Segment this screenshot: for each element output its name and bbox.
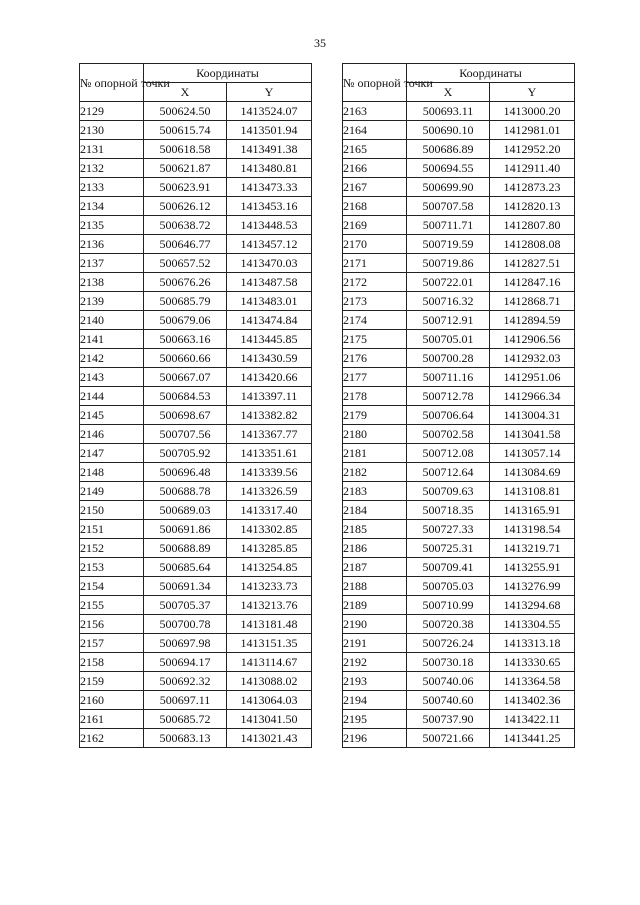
x-coordinate-cell: 500685.64 <box>144 558 227 577</box>
table-row <box>80 691 312 710</box>
y-coordinate-cell: 1413501.94 <box>227 121 312 140</box>
y-coordinate-cell: 1413285.85 <box>227 539 312 558</box>
table-row <box>343 273 575 292</box>
y-coordinate-cell: 1413064.03 <box>227 691 312 710</box>
point-number-cell: 2157 <box>80 634 144 653</box>
header-y: Y <box>490 83 575 102</box>
point-number-cell: 2180 <box>343 425 407 444</box>
x-coordinate-cell: 500626.12 <box>144 197 227 216</box>
x-coordinate-cell: 500718.35 <box>407 501 490 520</box>
x-coordinate-cell: 500624.50 <box>144 102 227 121</box>
table-row <box>343 387 575 406</box>
header-point-number: № опорной точки <box>80 64 144 102</box>
y-coordinate-cell: 1412911.40 <box>490 159 575 178</box>
table-row <box>80 577 312 596</box>
table-row <box>343 444 575 463</box>
table-body-right <box>343 102 575 748</box>
y-coordinate-cell: 1412873.23 <box>490 178 575 197</box>
header-x: X <box>144 83 227 102</box>
x-coordinate-cell: 500685.79 <box>144 292 227 311</box>
y-coordinate-cell: 1413364.58 <box>490 672 575 691</box>
x-coordinate-cell: 500691.34 <box>144 577 227 596</box>
table-row <box>80 159 312 178</box>
y-coordinate-cell: 1413448.53 <box>227 216 312 235</box>
table-row <box>343 368 575 387</box>
point-number-cell: 2131 <box>80 140 144 159</box>
y-coordinate-cell: 1413445.85 <box>227 330 312 349</box>
y-coordinate-cell: 1413326.59 <box>227 482 312 501</box>
point-number-cell: 2144 <box>80 387 144 406</box>
x-coordinate-cell: 500700.28 <box>407 349 490 368</box>
x-coordinate-cell: 500657.52 <box>144 254 227 273</box>
point-number-cell: 2185 <box>343 520 407 539</box>
x-coordinate-cell: 500660.66 <box>144 349 227 368</box>
point-number-cell: 2134 <box>80 197 144 216</box>
table-row <box>343 140 575 159</box>
y-coordinate-cell: 1413422.11 <box>490 710 575 729</box>
point-number-cell: 2158 <box>80 653 144 672</box>
point-number-cell: 2177 <box>343 368 407 387</box>
table-row <box>80 558 312 577</box>
y-coordinate-cell: 1413430.59 <box>227 349 312 368</box>
x-coordinate-cell: 500689.03 <box>144 501 227 520</box>
table-row <box>343 292 575 311</box>
table-row <box>80 520 312 539</box>
y-coordinate-cell: 1413453.16 <box>227 197 312 216</box>
table-row <box>343 482 575 501</box>
table-row <box>80 235 312 254</box>
table-row <box>343 330 575 349</box>
point-number-cell: 2129 <box>80 102 144 121</box>
y-coordinate-cell: 1413041.50 <box>227 710 312 729</box>
table-row <box>343 501 575 520</box>
x-coordinate-cell: 500697.98 <box>144 634 227 653</box>
header-coordinates: Координаты <box>407 64 575 83</box>
x-coordinate-cell: 500684.53 <box>144 387 227 406</box>
table-row <box>343 197 575 216</box>
x-coordinate-cell: 500722.01 <box>407 273 490 292</box>
y-coordinate-cell: 1413255.91 <box>490 558 575 577</box>
x-coordinate-cell: 500712.64 <box>407 463 490 482</box>
point-number-cell: 2188 <box>343 577 407 596</box>
table-row <box>80 634 312 653</box>
point-number-cell: 2168 <box>343 197 407 216</box>
x-coordinate-cell: 500700.78 <box>144 615 227 634</box>
x-coordinate-cell: 500688.78 <box>144 482 227 501</box>
x-coordinate-cell: 500685.72 <box>144 710 227 729</box>
x-coordinate-cell: 500725.31 <box>407 539 490 558</box>
x-coordinate-cell: 500705.92 <box>144 444 227 463</box>
table-row <box>80 197 312 216</box>
x-coordinate-cell: 500698.67 <box>144 406 227 425</box>
table-row <box>80 254 312 273</box>
x-coordinate-cell: 500740.06 <box>407 672 490 691</box>
table-row <box>343 159 575 178</box>
point-number-cell: 2191 <box>343 634 407 653</box>
y-coordinate-cell: 1412952.20 <box>490 140 575 159</box>
x-coordinate-cell: 500705.03 <box>407 577 490 596</box>
y-coordinate-cell: 1412847.16 <box>490 273 575 292</box>
table-row <box>80 102 312 121</box>
x-coordinate-cell: 500697.11 <box>144 691 227 710</box>
point-number-cell: 2170 <box>343 235 407 254</box>
y-coordinate-cell: 1412906.56 <box>490 330 575 349</box>
point-number-cell: 2165 <box>343 140 407 159</box>
point-number-cell: 2152 <box>80 539 144 558</box>
header-y: Y <box>227 83 312 102</box>
x-coordinate-cell: 500615.74 <box>144 121 227 140</box>
table-row <box>343 615 575 634</box>
x-coordinate-cell: 500705.37 <box>144 596 227 615</box>
y-coordinate-cell: 1413304.55 <box>490 615 575 634</box>
x-coordinate-cell: 500726.24 <box>407 634 490 653</box>
y-coordinate-cell: 1412894.59 <box>490 311 575 330</box>
y-coordinate-cell: 1413339.56 <box>227 463 312 482</box>
point-number-cell: 2137 <box>80 254 144 273</box>
x-coordinate-cell: 500676.26 <box>144 273 227 292</box>
y-coordinate-cell: 1413480.81 <box>227 159 312 178</box>
x-coordinate-cell: 500694.55 <box>407 159 490 178</box>
table-row <box>80 178 312 197</box>
point-number-cell: 2174 <box>343 311 407 330</box>
x-coordinate-cell: 500691.86 <box>144 520 227 539</box>
point-number-cell: 2154 <box>80 577 144 596</box>
y-coordinate-cell: 1413317.40 <box>227 501 312 520</box>
x-coordinate-cell: 500727.33 <box>407 520 490 539</box>
page-number: 35 <box>314 36 326 50</box>
y-coordinate-cell: 1413351.61 <box>227 444 312 463</box>
x-coordinate-cell: 500705.01 <box>407 330 490 349</box>
y-coordinate-cell: 1413330.65 <box>490 653 575 672</box>
table-row <box>80 501 312 520</box>
table-row <box>343 349 575 368</box>
table-row <box>80 710 312 729</box>
y-coordinate-cell: 1412807.80 <box>490 216 575 235</box>
point-number-cell: 2156 <box>80 615 144 634</box>
point-number-cell: 2179 <box>343 406 407 425</box>
point-number-cell: 2133 <box>80 178 144 197</box>
y-coordinate-cell: 1412932.03 <box>490 349 575 368</box>
x-coordinate-cell: 500623.91 <box>144 178 227 197</box>
table-row <box>343 672 575 691</box>
x-coordinate-cell: 500621.87 <box>144 159 227 178</box>
table-row <box>80 672 312 691</box>
point-number-cell: 2192 <box>343 653 407 672</box>
x-coordinate-cell: 500730.18 <box>407 653 490 672</box>
table-row <box>343 653 575 672</box>
table-row <box>80 140 312 159</box>
y-coordinate-cell: 1412981.01 <box>490 121 575 140</box>
table-row <box>343 406 575 425</box>
y-coordinate-cell: 1413004.31 <box>490 406 575 425</box>
y-coordinate-cell: 1413151.35 <box>227 634 312 653</box>
x-coordinate-cell: 500711.71 <box>407 216 490 235</box>
y-coordinate-cell: 1413294.68 <box>490 596 575 615</box>
y-coordinate-cell: 1413084.69 <box>490 463 575 482</box>
point-number-cell: 2171 <box>343 254 407 273</box>
table-row <box>343 235 575 254</box>
y-coordinate-cell: 1413057.14 <box>490 444 575 463</box>
point-number-cell: 2147 <box>80 444 144 463</box>
y-coordinate-cell: 1413219.71 <box>490 539 575 558</box>
x-coordinate-cell: 500688.89 <box>144 539 227 558</box>
point-number-cell: 2184 <box>343 501 407 520</box>
x-coordinate-cell: 500696.48 <box>144 463 227 482</box>
point-number-cell: 2163 <box>343 102 407 121</box>
table-row <box>343 216 575 235</box>
point-number-cell: 2173 <box>343 292 407 311</box>
x-coordinate-cell: 500667.07 <box>144 368 227 387</box>
table-row <box>80 539 312 558</box>
y-coordinate-cell: 1413114.67 <box>227 653 312 672</box>
table-row <box>343 102 575 121</box>
y-coordinate-cell: 1413483.01 <box>227 292 312 311</box>
point-number-cell: 2166 <box>343 159 407 178</box>
y-coordinate-cell: 1413397.11 <box>227 387 312 406</box>
y-coordinate-cell: 1413441.25 <box>490 729 575 748</box>
table-row <box>343 178 575 197</box>
y-coordinate-cell: 1413000.20 <box>490 102 575 121</box>
y-coordinate-cell: 1413233.73 <box>227 577 312 596</box>
x-coordinate-cell: 500719.86 <box>407 254 490 273</box>
y-coordinate-cell: 1413276.99 <box>490 577 575 596</box>
point-number-cell: 2146 <box>80 425 144 444</box>
table-row <box>80 596 312 615</box>
y-coordinate-cell: 1413367.77 <box>227 425 312 444</box>
point-number-cell: 2186 <box>343 539 407 558</box>
point-number-cell: 2161 <box>80 710 144 729</box>
y-coordinate-cell: 1413302.85 <box>227 520 312 539</box>
table-row <box>343 729 575 748</box>
y-coordinate-cell: 1413041.58 <box>490 425 575 444</box>
coordinates-table-right <box>342 63 575 748</box>
x-coordinate-cell: 500690.10 <box>407 121 490 140</box>
x-coordinate-cell: 500719.59 <box>407 235 490 254</box>
x-coordinate-cell: 500710.99 <box>407 596 490 615</box>
table-row <box>343 463 575 482</box>
table-row <box>343 558 575 577</box>
y-coordinate-cell: 1413213.76 <box>227 596 312 615</box>
point-number-cell: 2182 <box>343 463 407 482</box>
table-row <box>343 634 575 653</box>
point-number-cell: 2135 <box>80 216 144 235</box>
y-coordinate-cell: 1413021.43 <box>227 729 312 748</box>
header-coordinates: Координаты <box>144 64 312 83</box>
y-coordinate-cell: 1413088.02 <box>227 672 312 691</box>
table-row <box>80 311 312 330</box>
coordinates-table-left <box>79 63 312 748</box>
y-coordinate-cell: 1413165.91 <box>490 501 575 520</box>
y-coordinate-cell: 1412820.13 <box>490 197 575 216</box>
point-number-cell: 2150 <box>80 501 144 520</box>
table-row <box>80 482 312 501</box>
point-number-cell: 2139 <box>80 292 144 311</box>
point-number-cell: 2141 <box>80 330 144 349</box>
table-row <box>343 596 575 615</box>
point-number-cell: 2130 <box>80 121 144 140</box>
table-row <box>80 387 312 406</box>
point-number-cell: 2151 <box>80 520 144 539</box>
point-number-cell: 2167 <box>343 178 407 197</box>
x-coordinate-cell: 500663.16 <box>144 330 227 349</box>
x-coordinate-cell: 500706.64 <box>407 406 490 425</box>
point-number-cell: 2136 <box>80 235 144 254</box>
point-number-cell: 2172 <box>343 273 407 292</box>
x-coordinate-cell: 500702.58 <box>407 425 490 444</box>
point-number-cell: 2193 <box>343 672 407 691</box>
y-coordinate-cell: 1412868.71 <box>490 292 575 311</box>
point-number-cell: 2164 <box>343 121 407 140</box>
x-coordinate-cell: 500618.58 <box>144 140 227 159</box>
y-coordinate-cell: 1413491.38 <box>227 140 312 159</box>
table-row <box>343 577 575 596</box>
y-coordinate-cell: 1413470.03 <box>227 254 312 273</box>
x-coordinate-cell: 500692.32 <box>144 672 227 691</box>
y-coordinate-cell: 1412827.51 <box>490 254 575 273</box>
point-number-cell: 2159 <box>80 672 144 691</box>
y-coordinate-cell: 1412966.34 <box>490 387 575 406</box>
table-row <box>80 349 312 368</box>
point-number-cell: 2196 <box>343 729 407 748</box>
point-number-cell: 2176 <box>343 349 407 368</box>
table-row <box>343 311 575 330</box>
point-number-cell: 2140 <box>80 311 144 330</box>
point-number-cell: 2187 <box>343 558 407 577</box>
y-coordinate-cell: 1413473.33 <box>227 178 312 197</box>
table-row <box>80 406 312 425</box>
table-row <box>80 425 312 444</box>
x-coordinate-cell: 500711.16 <box>407 368 490 387</box>
table-row <box>343 710 575 729</box>
table-row <box>343 254 575 273</box>
point-number-cell: 2195 <box>343 710 407 729</box>
x-coordinate-cell: 500712.91 <box>407 311 490 330</box>
y-coordinate-cell: 1413402.36 <box>490 691 575 710</box>
x-coordinate-cell: 500699.90 <box>407 178 490 197</box>
x-coordinate-cell: 500686.89 <box>407 140 490 159</box>
x-coordinate-cell: 500712.78 <box>407 387 490 406</box>
x-coordinate-cell: 500720.38 <box>407 615 490 634</box>
point-number-cell: 2169 <box>343 216 407 235</box>
point-number-cell: 2138 <box>80 273 144 292</box>
point-number-cell: 2183 <box>343 482 407 501</box>
table-row <box>80 653 312 672</box>
x-coordinate-cell: 500740.60 <box>407 691 490 710</box>
y-coordinate-cell: 1413198.54 <box>490 520 575 539</box>
point-number-cell: 2143 <box>80 368 144 387</box>
point-number-cell: 2148 <box>80 463 144 482</box>
x-coordinate-cell: 500707.56 <box>144 425 227 444</box>
table-row <box>80 216 312 235</box>
header-point-number: № опорной точки <box>343 64 407 102</box>
table-row <box>80 273 312 292</box>
x-coordinate-cell: 500693.11 <box>407 102 490 121</box>
y-coordinate-cell: 1412808.08 <box>490 235 575 254</box>
table-row <box>80 292 312 311</box>
table-row <box>80 444 312 463</box>
y-coordinate-cell: 1412951.06 <box>490 368 575 387</box>
x-coordinate-cell: 500683.13 <box>144 729 227 748</box>
point-number-cell: 2175 <box>343 330 407 349</box>
x-coordinate-cell: 500709.63 <box>407 482 490 501</box>
point-number-cell: 2153 <box>80 558 144 577</box>
y-coordinate-cell: 1413181.48 <box>227 615 312 634</box>
x-coordinate-cell: 500679.06 <box>144 311 227 330</box>
point-number-cell: 2194 <box>343 691 407 710</box>
x-coordinate-cell: 500712.08 <box>407 444 490 463</box>
point-number-cell: 2181 <box>343 444 407 463</box>
y-coordinate-cell: 1413254.85 <box>227 558 312 577</box>
point-number-cell: 2189 <box>343 596 407 615</box>
y-coordinate-cell: 1413313.18 <box>490 634 575 653</box>
y-coordinate-cell: 1413108.81 <box>490 482 575 501</box>
table-row <box>80 121 312 140</box>
table-row <box>343 539 575 558</box>
header-x: X <box>407 83 490 102</box>
x-coordinate-cell: 500737.90 <box>407 710 490 729</box>
table-row <box>343 121 575 140</box>
table-row <box>80 729 312 748</box>
x-coordinate-cell: 500646.77 <box>144 235 227 254</box>
point-number-cell: 2149 <box>80 482 144 501</box>
y-coordinate-cell: 1413474.84 <box>227 311 312 330</box>
x-coordinate-cell: 500694.17 <box>144 653 227 672</box>
x-coordinate-cell: 500709.41 <box>407 558 490 577</box>
y-coordinate-cell: 1413457.12 <box>227 235 312 254</box>
table-row <box>80 368 312 387</box>
y-coordinate-cell: 1413420.66 <box>227 368 312 387</box>
x-coordinate-cell: 500638.72 <box>144 216 227 235</box>
x-coordinate-cell: 500716.32 <box>407 292 490 311</box>
y-coordinate-cell: 1413524.07 <box>227 102 312 121</box>
x-coordinate-cell: 500721.66 <box>407 729 490 748</box>
point-number-cell: 2162 <box>80 729 144 748</box>
point-number-cell: 2190 <box>343 615 407 634</box>
point-number-cell: 2178 <box>343 387 407 406</box>
point-number-cell: 2142 <box>80 349 144 368</box>
table-body-left <box>80 102 312 748</box>
table-row <box>80 330 312 349</box>
point-number-cell: 2155 <box>80 596 144 615</box>
table-row <box>343 520 575 539</box>
table-row <box>80 615 312 634</box>
x-coordinate-cell: 500707.58 <box>407 197 490 216</box>
y-coordinate-cell: 1413382.82 <box>227 406 312 425</box>
point-number-cell: 2145 <box>80 406 144 425</box>
table-row <box>80 463 312 482</box>
point-number-cell: 2160 <box>80 691 144 710</box>
y-coordinate-cell: 1413487.58 <box>227 273 312 292</box>
table-row <box>343 691 575 710</box>
point-number-cell: 2132 <box>80 159 144 178</box>
table-row <box>343 425 575 444</box>
